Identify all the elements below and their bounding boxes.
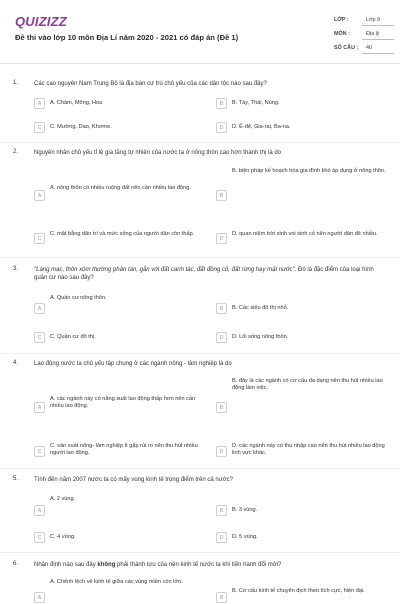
question-text: Nguyên nhân chủ yếu tỉ lệ gia tăng tự nhiên của nước ta ở nông thôn cao hơn thành thị là do xyxy=(34,150,282,156)
option-text: D. Lối sống nông thôn. xyxy=(232,334,289,340)
option-letter-c: C xyxy=(34,122,45,133)
question-text-pre: Nhận định nào sau đây xyxy=(34,562,98,568)
question-count-label: SỐ CÂU : xyxy=(334,45,359,51)
option-letter-c: C xyxy=(34,233,45,244)
question-number: 3. xyxy=(13,266,19,272)
question-number: 5. xyxy=(13,476,19,482)
question-text: Tính đến năm 2007 nước ta có mấy vùng kinh tế trọng điểm trên cả nước? xyxy=(34,477,234,483)
option-letter-d: D xyxy=(216,532,227,543)
question-divider xyxy=(0,142,400,143)
option-letter-d: D xyxy=(216,233,227,244)
option-letter-a: A xyxy=(34,505,45,516)
option-text: B. Tày, Thái, Nùng. xyxy=(232,100,280,106)
option-letter-b: B xyxy=(216,303,227,314)
option-letter-c: C xyxy=(34,332,45,343)
option-text: B. Cơ cấu kinh tế chuyển dịch theo tích cực, hiện đại. xyxy=(232,588,365,594)
question-divider xyxy=(0,468,400,469)
option-text: C. mặt bằng dân trí và mức sống của người dân còn thấp. xyxy=(50,231,195,237)
option-letter-b: B xyxy=(216,505,227,516)
header-divider xyxy=(0,63,400,64)
question-number: 2. xyxy=(13,149,19,155)
question-number: 6. xyxy=(13,561,19,567)
option-text: A. các ngành này có năng suất lao động thấp hơn nên cần nhiều lao động. xyxy=(50,396,196,410)
option-text: A. Quần cư nông thôn. xyxy=(50,295,107,301)
question-text: Lao động nước ta chủ yếu tập chung ở các ngành nông - lâm nghiệp là do xyxy=(34,361,232,367)
option-letter-b: B xyxy=(216,402,227,413)
option-text: C. 4 vùng. xyxy=(50,534,76,540)
question-quote: "Làng mạc, thôn xóm thường phân tán, gắn với đất canh tác, đất đồng cỏ, đất rừng hay mặt nước" xyxy=(34,267,295,273)
question-divider xyxy=(0,257,400,258)
question-number: 4. xyxy=(13,360,19,366)
document-title: Đề thi vào lớp 10 môn Địa Lí năm 2020 - 2021 có đáp án (Đề 1) xyxy=(15,33,239,42)
question-text-rest: . Đó là đặc điểm của loại hình quần cư nào sau đây? xyxy=(34,267,374,281)
option-text: B. 3 vùng. xyxy=(232,507,258,513)
option-text: C. Mường, Dao, Khơme. xyxy=(50,124,112,130)
question-number: 1. xyxy=(13,80,19,86)
option-letter-b: B xyxy=(216,98,227,109)
option-text: C. sản xuất nông- lâm nghiệp ít gặp rủi ro nên thu hút nhiều người lao động. xyxy=(50,443,198,457)
question-divider xyxy=(0,353,400,354)
option-text: D. các ngành này có thu nhập cao nên thu hút nhiều lao động linh vực khác. xyxy=(232,443,385,457)
question-text xyxy=(34,561,374,569)
option-letter-a: A xyxy=(34,402,45,413)
subject-value: Địa lý xyxy=(362,31,394,40)
option-text: D. Ê-đê, Gia-rai, Ba-na. xyxy=(232,124,291,130)
option-letter-c: C xyxy=(34,532,45,543)
option-text: A. nông thôn có nhiều ruộng đất nên cần nhiều lao động. xyxy=(50,185,191,191)
question-text-post: phải thành tựu của nền kinh tế nước ta khi tiến hành đổi mới? xyxy=(115,562,282,568)
option-letter-a: A xyxy=(34,303,45,314)
class-label: LỚP : xyxy=(334,17,349,23)
option-letter-d: D xyxy=(216,446,227,457)
option-text: D. 5 vùng. xyxy=(232,534,258,540)
option-letter-b: B xyxy=(216,592,227,603)
option-text: D. quan niệm trời sinh voi sinh cỏ nên người dân đẻ nhiều. xyxy=(232,231,378,237)
option-text: C. Quần cư đô thị. xyxy=(50,334,96,340)
page-header xyxy=(0,0,400,62)
question-text-emphasis: không xyxy=(97,562,116,568)
class-value: Lớp 9 xyxy=(362,17,394,26)
option-text: B. Các siêu đô thị nhỏ. xyxy=(232,305,289,311)
question-count-value: 40 xyxy=(362,45,394,54)
question-text: Các cao nguyên Nam Trung Bộ là địa bàn cư trú chủ yếu của các dân tộc nào sau đây? xyxy=(34,81,267,87)
option-text: A. Chênh lệch về kinh tế giữa các vùng miền còn lớn. xyxy=(50,579,183,585)
option-letter-c: C xyxy=(34,446,45,457)
option-letter-d: D xyxy=(216,122,227,133)
option-text: A. Chăm, Mông, Hoa xyxy=(50,100,103,106)
question-divider xyxy=(0,552,400,553)
option-letter-d: D xyxy=(216,332,227,343)
option-letter-b: B xyxy=(216,190,227,201)
option-text: A. 2 vùng. xyxy=(50,496,76,502)
option-text: B. biện pháp kế hoạch hóa gia đình khó áp dụng ở nông thôn. xyxy=(232,168,386,174)
quizizz-logo: QUIZIZZ xyxy=(15,14,67,29)
option-text: B. đây là các ngành có cơ cấu đa dạng nên thu hút nhiều lao động làm việc. xyxy=(232,378,383,392)
option-letter-a: A xyxy=(34,98,45,109)
option-letter-a: A xyxy=(34,190,45,201)
subject-label: MÔN : xyxy=(334,31,350,37)
question-text xyxy=(34,266,374,282)
option-letter-a: A xyxy=(34,592,45,603)
